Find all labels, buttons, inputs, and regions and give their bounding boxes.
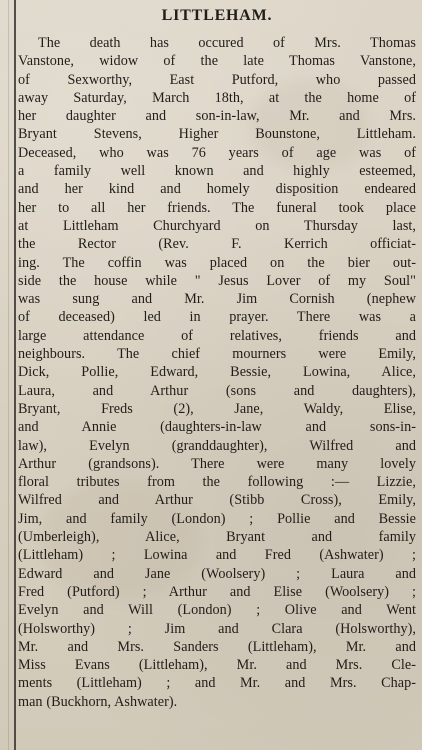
article-line: ing. The coffin was placed on the bier out-	[18, 254, 416, 271]
column-rule	[14, 0, 16, 750]
article-line: ments (Littleham) ; and Mr. and Mrs. Chap-	[18, 675, 416, 692]
article-line: of deceased) led in prayer. There was a	[18, 309, 416, 326]
article-line: her to all her friends. The funeral took place	[18, 199, 416, 216]
article	[18, 6, 416, 746]
article-line: Vanstone, widow of the late Thomas Vanstone,	[18, 53, 416, 70]
article-line: (Umberleigh), Alice, Bryant and family	[18, 529, 416, 546]
article-line: Jim, and family (London) ; Pollie and Bessie	[18, 510, 416, 527]
article-line: and her kind and homely disposition endeared	[18, 181, 416, 198]
article-line: law), Evelyn (granddaughter), Wilfred and	[18, 437, 416, 454]
article-line: Mr. and Mrs. Sanders (Littleham), Mr. and	[18, 638, 416, 655]
article-line: Bryant, Freds (2), Jane, Waldy, Elise,	[18, 400, 416, 417]
article-line: and Annie (daughters-in-law and sons-in-	[18, 419, 416, 436]
article-line: The death has occured of Mrs. Thomas	[38, 35, 416, 51]
article-line: the Rector (Rev. F. Kerrich officiat-	[18, 236, 416, 253]
article-line: a family well known and highly esteemed,	[18, 163, 416, 180]
column-edge-shadow	[8, 0, 9, 750]
article-line: at Littleham Churchyard on Thursday last,	[18, 217, 416, 234]
article-line: her daughter and son-in-law, Mr. and Mrs.	[18, 108, 416, 125]
article-body	[18, 34, 416, 711]
article-line: side the house while " Jesus Lover of my Soul"	[18, 272, 416, 289]
article-line: Evelyn and Will (London) ; Olive and Went	[18, 602, 416, 619]
article-line: Miss Evans (Littleham), Mr. and Mrs. Cle-	[18, 657, 416, 674]
article-line: Wilfred and Arthur (Stibb Cross), Emily,	[18, 492, 416, 509]
article-line: large attendance of relatives, friends and	[18, 327, 416, 344]
article-line: Laura, and Arthur (sons and daughters),	[18, 382, 416, 399]
article-line: (Littleham) ; Lowina and Fred (Ashwater) ;	[18, 547, 416, 564]
article-line: (Holsworthy) ; Jim and Clara (Holsworthy),	[18, 620, 416, 637]
article-line: away Saturday, March 18th, at the home of	[18, 89, 416, 106]
article-line: Deceased, who was 76 years of age was of	[18, 144, 416, 161]
article-line: of Sexworthy, East Putford, who passed	[18, 71, 416, 88]
article-line: Bryant Stevens, Higher Bounstone, Littleham.	[18, 126, 416, 143]
article-line: man (Buckhorn, Ashwater).	[18, 693, 178, 710]
article-line: Arthur (grandsons). There were many lovely	[18, 455, 416, 472]
article-line: Dick, Pollie, Edward, Bessie, Lowina, Alice,	[18, 364, 416, 381]
article-line: was sung and Mr. Jim Cornish (nephew	[18, 291, 416, 308]
article-line: Fred (Putford) ; Arthur and Elise (Woolsery) ;	[18, 583, 416, 600]
article-headline: LITTLEHAM.	[161, 7, 273, 24]
article-line: neighbours. The chief mourners were Emily,	[18, 346, 416, 363]
article-line: floral tributes from the following :— Lizzie,	[18, 474, 416, 491]
article-line: Edward and Jane (Woolsery) ; Laura and	[18, 565, 416, 582]
